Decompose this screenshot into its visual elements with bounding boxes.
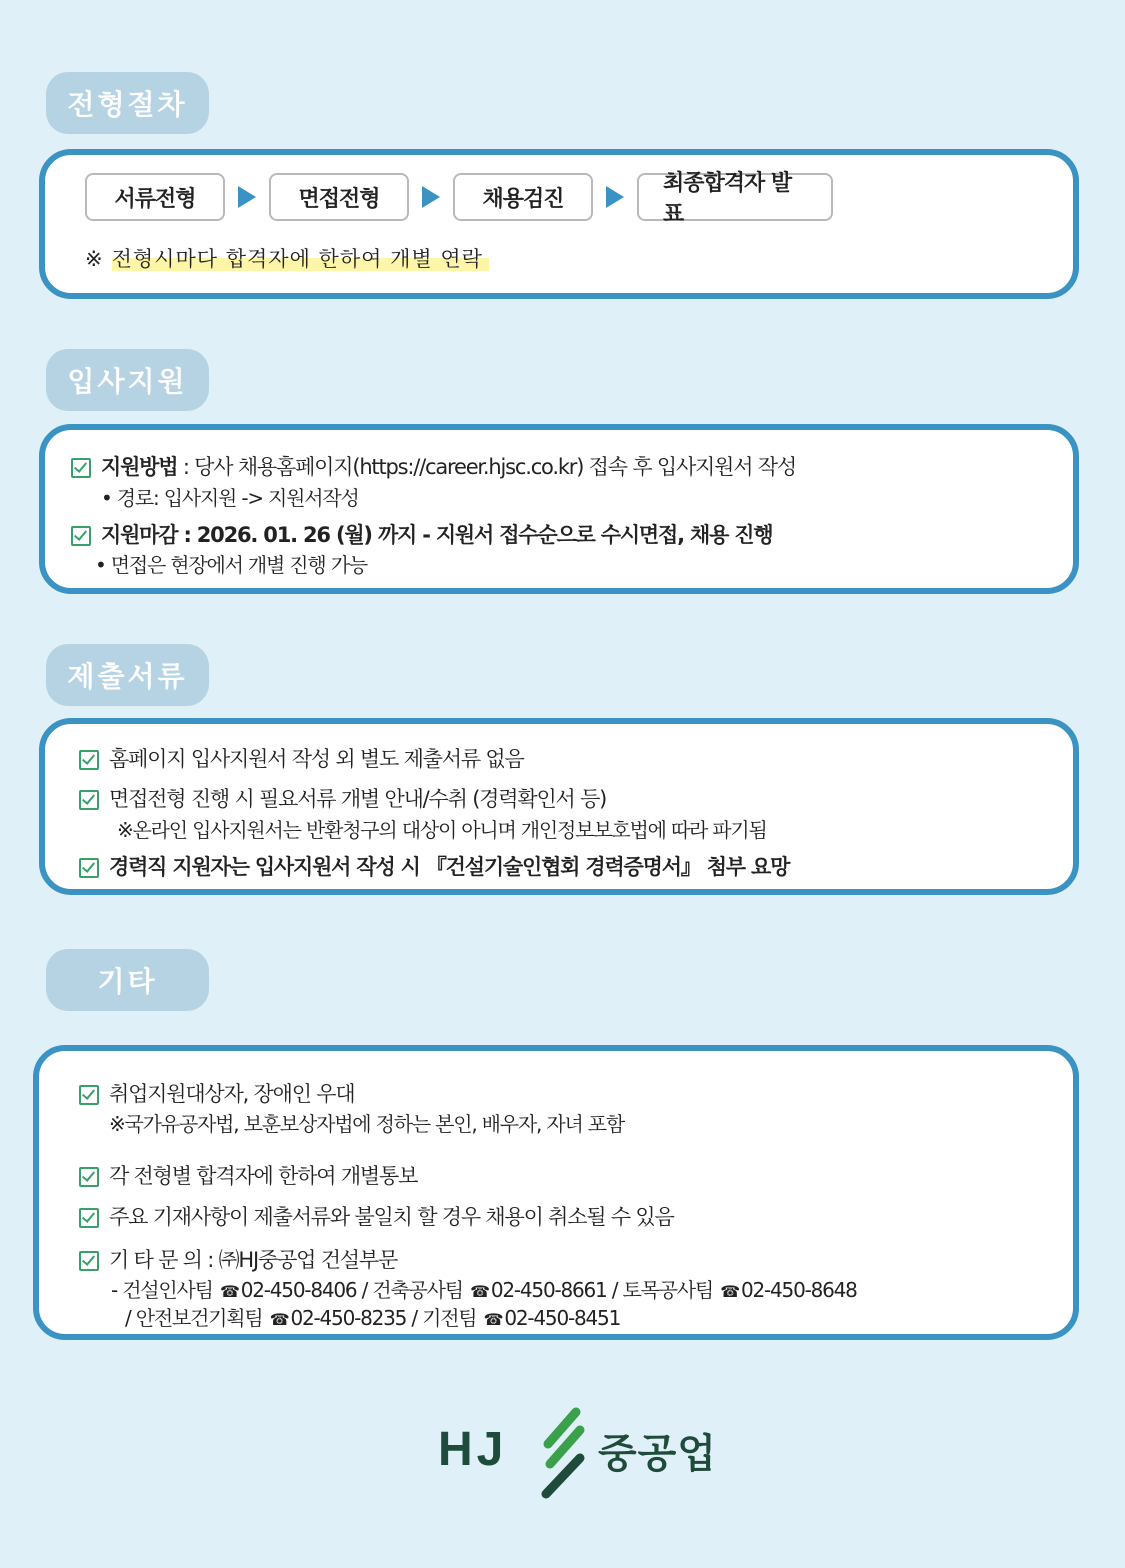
process-note-text: 전형시마다 합격자에 한하여 개별 연락 bbox=[112, 247, 489, 271]
document-item-text: 면접전형 진행 시 필요서류 개별 안내/수취 (경력확인서 등) bbox=[109, 787, 607, 811]
checkbox-icon bbox=[79, 1208, 99, 1228]
phone-icon: ☎ bbox=[483, 1310, 503, 1329]
documents-box bbox=[39, 718, 1079, 895]
section-title-documents: 제출서류 bbox=[46, 644, 209, 706]
phone-icon: ☎ bbox=[269, 1310, 289, 1329]
company-logo bbox=[438, 1404, 718, 1500]
arrow-right-icon bbox=[422, 186, 440, 208]
etc-item-text: 취업지원대상자, 장애인 우대 bbox=[109, 1082, 355, 1106]
checkbox-icon bbox=[71, 526, 91, 546]
apply-interview-note: • 면접은 현장에서 개별 진행 가능 bbox=[95, 553, 367, 577]
phone-icon: ☎ bbox=[720, 1282, 739, 1301]
document-item-bold: 경력직 지원자는 입사지원서 작성 시 『건설기술인협회 경력증명서』 첨부 요망 bbox=[109, 855, 790, 879]
process-box bbox=[39, 149, 1079, 299]
logo-korean: 중공업 bbox=[598, 1431, 717, 1477]
checkbox-icon bbox=[71, 458, 91, 478]
checkbox-icon bbox=[79, 750, 99, 770]
list-item bbox=[79, 786, 606, 813]
list-item bbox=[79, 1204, 674, 1231]
apply-deadline: 지원마감 : 2026. 01. 26 (월) 까지 - 지원서 접수순으로 수시면접, 채용 진행 bbox=[101, 523, 773, 547]
apply-method-text: : 당사 채용홈페이지(https://career.hjsc.co.kr) 접속 후 입사지원서 작성 bbox=[177, 455, 796, 479]
step-medical: 채용검진 bbox=[453, 173, 593, 221]
phone-icon: ☎ bbox=[470, 1282, 489, 1301]
contact-line-1: - 건설인사팀 ☎ 02-450-8406 / 건축공사팀 ☎ 02-450-8661 / 토목공사팀 ☎ 02-450-8648 bbox=[111, 1278, 857, 1302]
etc-box bbox=[33, 1045, 1079, 1340]
phone-icon: ☎ bbox=[219, 1282, 239, 1301]
contact-line-2: / 안전보건기획팀 ☎ 02-450-8235 / 기전팀 ☎ 02-450-8451 bbox=[125, 1306, 621, 1330]
etc-item-note: ※국가유공자법, 보훈보상자법에 정하는 본인, 배우자, 자녀 포함 bbox=[109, 1112, 624, 1136]
list-item bbox=[79, 1247, 397, 1274]
list-item bbox=[71, 454, 796, 481]
list-item bbox=[79, 854, 789, 881]
list-item bbox=[79, 1163, 417, 1190]
process-note bbox=[85, 243, 489, 273]
etc-contact-title: 기 타 문 의 : ㈜HJ중공업 건설부문 bbox=[109, 1248, 398, 1272]
checkbox-icon bbox=[79, 1167, 99, 1187]
section-title-apply: 입사지원 bbox=[46, 349, 209, 411]
apply-route: • 경로: 입사지원 -> 지원서작성 bbox=[101, 486, 359, 510]
etc-item-text: 각 전형별 합격자에 한하여 개별통보 bbox=[109, 1164, 418, 1188]
arrow-right-icon bbox=[606, 186, 624, 208]
section-title-etc: 기타 bbox=[46, 949, 209, 1011]
reference-mark: ※ bbox=[85, 247, 104, 271]
step-final: 최종합격자 발표 bbox=[637, 173, 833, 221]
checkbox-icon bbox=[79, 1085, 99, 1105]
apply-box bbox=[39, 424, 1079, 594]
step-interview: 면접전형 bbox=[269, 173, 409, 221]
logo-latin: HJ bbox=[438, 1423, 508, 1476]
document-item-note: ※온라인 입사지원서는 반환청구의 대상이 아니며 개인정보보호법에 따라 파기됨 bbox=[117, 818, 767, 842]
process-steps bbox=[85, 171, 833, 227]
checkbox-icon bbox=[79, 790, 99, 810]
logo-mark-icon bbox=[536, 1404, 596, 1500]
apply-method-label: 지원방법 bbox=[101, 455, 178, 479]
checkbox-icon bbox=[79, 1251, 99, 1271]
section-title-process: 전형절차 bbox=[46, 72, 209, 134]
document-item-text: 홈페이지 입사지원서 작성 외 별도 제출서류 없음 bbox=[109, 747, 524, 771]
list-item bbox=[79, 1081, 354, 1108]
arrow-right-icon bbox=[238, 186, 256, 208]
list-item bbox=[79, 746, 524, 773]
checkbox-icon bbox=[79, 858, 99, 878]
etc-item-text: 주요 기재사항이 제출서류와 불일치 할 경우 채용이 취소될 수 있음 bbox=[109, 1205, 674, 1229]
step-document: 서류전형 bbox=[85, 173, 225, 221]
list-item bbox=[71, 522, 772, 549]
